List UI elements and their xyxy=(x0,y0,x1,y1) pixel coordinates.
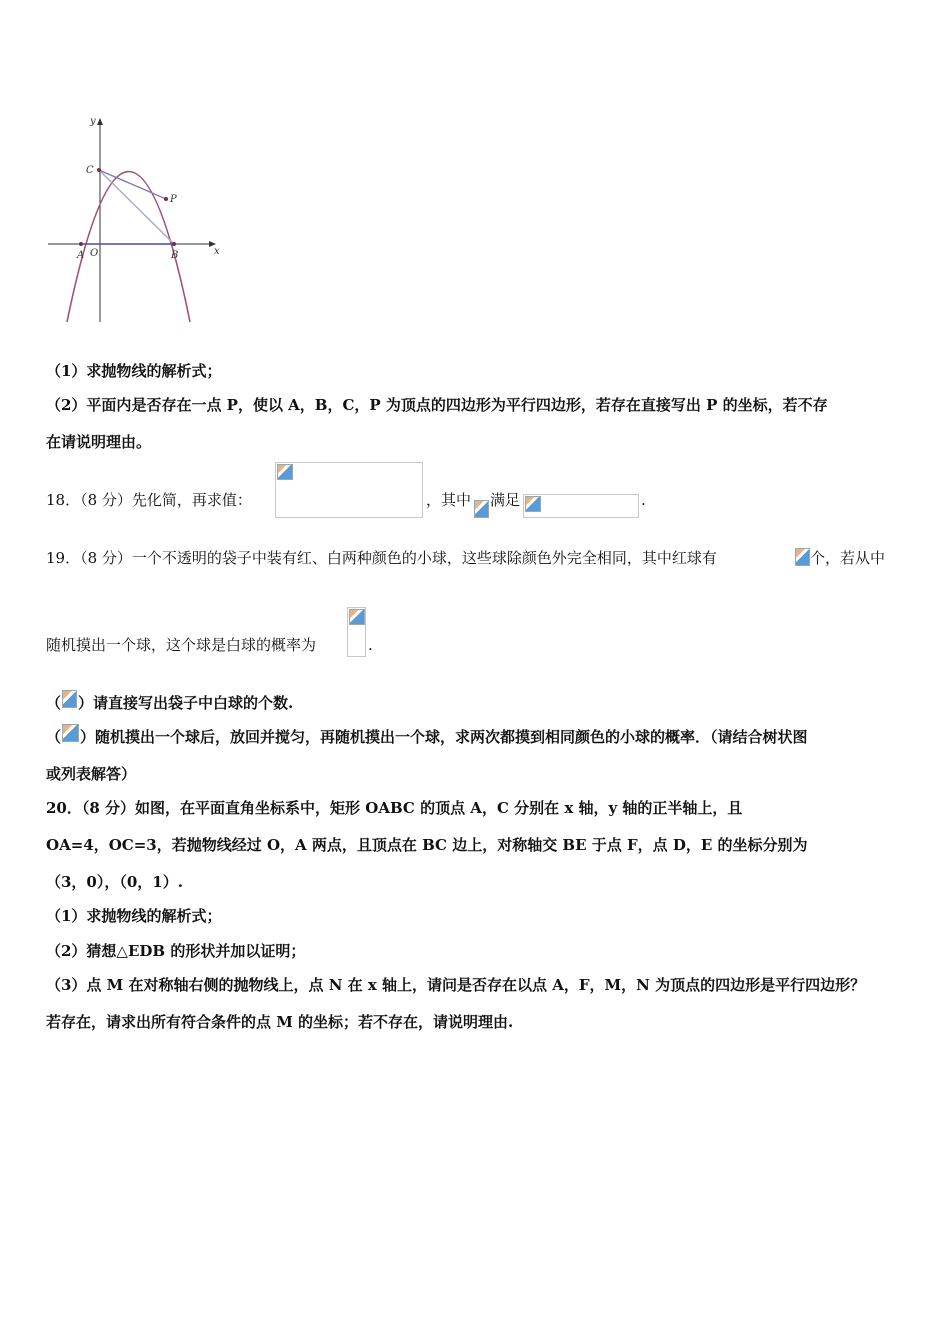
broken-image-icon xyxy=(525,496,541,512)
parabola-figure xyxy=(40,110,240,330)
point-C xyxy=(97,168,101,172)
q20-part1: （1）求抛物线的解析式； xyxy=(46,907,222,925)
q19-sub2-open: （ xyxy=(46,728,62,746)
q19-sub2-number-image xyxy=(62,724,79,742)
label-x: x xyxy=(214,246,220,257)
q19-line1: 19．（8 分）一个不透明的袋子中装有红、白两种颜色的小球，这些球除颜色外完全相同，其中红球有 xyxy=(46,549,717,567)
label-B: B xyxy=(171,250,179,261)
q18-end: . xyxy=(641,491,646,509)
q20-part3-line2: 若存在，请求出所有符合条件的点 M 的坐标；若不存在，请说明理由. xyxy=(46,1013,514,1031)
point-B xyxy=(172,242,176,246)
label-O: O xyxy=(90,248,99,259)
q20-line1: 20．（8 分）如图，在平面直角坐标系中，矩形 OABC 的顶点 A，C 分别在 x 轴，y 轴的正半轴上，且 xyxy=(46,799,743,817)
q19-sub1: ）请直接写出袋子中白球的个数. xyxy=(78,694,294,712)
q18-variable-image xyxy=(474,500,489,518)
q19-sub1-number-image xyxy=(62,690,77,708)
point-A xyxy=(79,242,83,246)
segment-CP xyxy=(99,170,166,199)
y-axis-arrow xyxy=(97,118,103,125)
q19-line2-end: . xyxy=(368,636,373,654)
q20-part2: （2）猜想△EDB 的形状并加以证明； xyxy=(46,942,306,960)
segment-CB xyxy=(99,170,174,244)
label-C: C xyxy=(86,165,94,176)
q19-sub2: ）随机摸出一个球后，放回并搅匀，再随机摸出一个球，求两次都摸到相同颜色的小球的概率．（请结合树状图 xyxy=(80,728,808,746)
q20-line3: （3，0），（0，1）. xyxy=(46,873,183,891)
q19-sub1-open: （ xyxy=(46,694,62,712)
q19-probability-image xyxy=(347,607,366,657)
q19-sub2-cont: 或列表解答） xyxy=(46,765,137,783)
q18-condition-image xyxy=(523,494,639,518)
broken-image-icon xyxy=(349,609,365,625)
q20-line2: OA=4，OC=3，若抛物线经过 O，A 两点，且顶点在 BC 边上，对称轴交 BE 于点 F，点 D，E 的坐标分别为 xyxy=(46,836,808,854)
q18-expression-image xyxy=(275,462,423,518)
q17-part2-line1: （2）平面内是否存在一点 P，使以 A，B，C，P 为顶点的四边形为平行四边形，若存在直接写出 P 的坐标，若不存 xyxy=(46,396,828,414)
q19-line1-tail: 个，若从中 xyxy=(810,549,886,567)
q18-prefix: 18．（8 分）先化简，再求值： xyxy=(46,491,252,509)
q19-line2: 随机摸出一个球，这个球是白球的概率为 xyxy=(46,636,317,654)
label-A: A xyxy=(77,250,85,261)
q20-part3-line1: （3）点 M 在对称轴右侧的抛物线上，点 N 在 x 轴上，请问是否存在以点 A，F，M，N 为顶点的四边形是平行四边形？ xyxy=(46,976,866,994)
label-P: P xyxy=(170,194,177,205)
label-y: y xyxy=(90,116,96,127)
q17-part1: （1）求抛物线的解析式； xyxy=(46,362,222,380)
point-P xyxy=(164,197,168,201)
broken-image-icon xyxy=(277,464,293,480)
q19-red-count-image xyxy=(795,548,810,566)
q18-mid2: 满足 xyxy=(490,491,521,509)
q17-part2-line2: 在请说明理由。 xyxy=(46,433,152,451)
q18-mid1: ，其中 xyxy=(426,491,472,509)
